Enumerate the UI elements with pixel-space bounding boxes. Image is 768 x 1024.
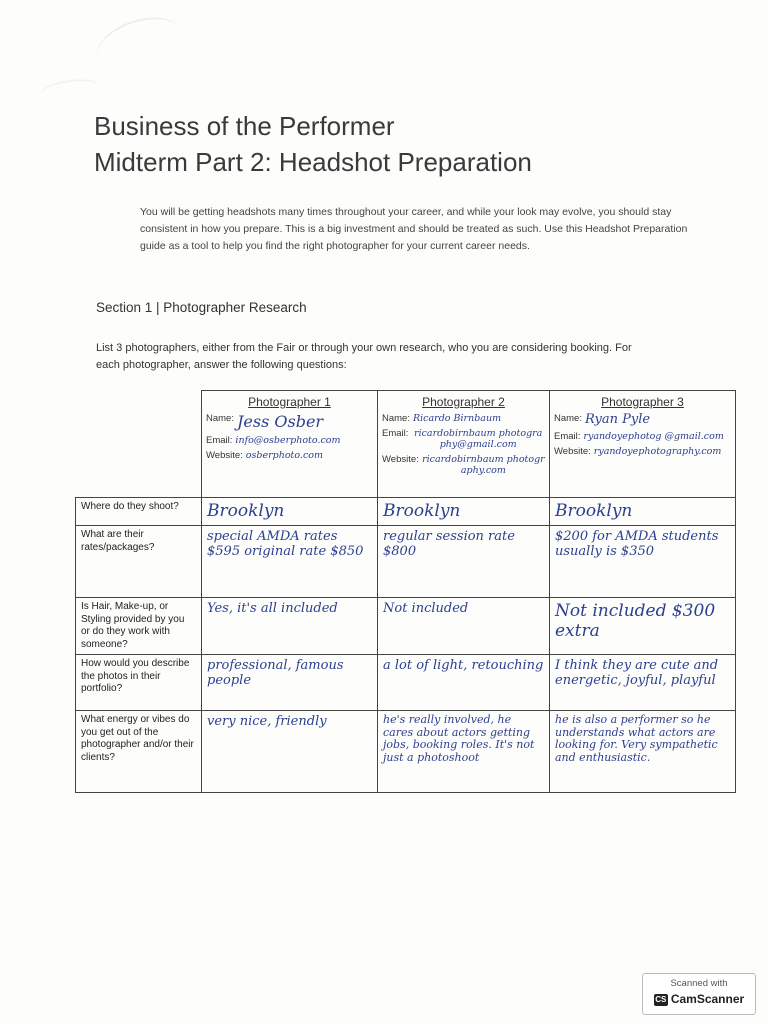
title-line-1: Business of the Performer xyxy=(94,111,395,141)
page-title xyxy=(94,108,532,180)
photographer-1-website-field: Website: osberphoto.com xyxy=(206,450,323,461)
answer-cell: $200 for AMDA students usually is $350 xyxy=(550,526,736,598)
answer-cell: Brooklyn xyxy=(202,498,378,526)
photographer-1-name: Jess Osber xyxy=(236,412,324,431)
photographer-3-name: Ryan Pyle xyxy=(584,412,651,427)
photographer-3-email: ryandoyephotog @gmail.com xyxy=(583,431,724,442)
table-row xyxy=(76,526,736,598)
answer-cell: very nice, friendly xyxy=(202,711,378,793)
section-title: Section 1 | Photographer Research xyxy=(96,300,307,315)
answer-cell: special AMDA rates $595 original rate $850 xyxy=(202,526,378,598)
table-row xyxy=(76,498,736,526)
answer-cell: Yes, it's all included xyxy=(202,598,378,655)
answer-cell: he is also a performer so he understands what actors are looking for. Very sympathetic and enthusiastic. xyxy=(550,711,736,793)
instructions: List 3 photographers, either from the Fair or through your own research, who you are considering booking. For each photographer, answer the following questions: xyxy=(96,342,632,371)
question-location: Where do they shoot? xyxy=(76,498,202,526)
table-row xyxy=(76,711,736,793)
question-portfolio: How would you describe the photos in their portfolio? xyxy=(76,655,202,711)
blank-corner-cell xyxy=(76,391,202,498)
answer-cell: a lot of light, retouching xyxy=(378,655,550,711)
photographer-2-website-field: Website: ricardobirnbaum photography.com xyxy=(382,454,545,476)
camscanner-watermark xyxy=(642,973,756,1015)
question-rates: What are their rates/packages? xyxy=(76,526,202,598)
answer-cell: I think they are cute and energetic, joyful, playful xyxy=(550,655,736,711)
table-row xyxy=(76,598,736,655)
question-energy-vibes: What energy or vibes do you get out of the photographer and/or their clients? xyxy=(76,711,202,793)
answer-cell: Brooklyn xyxy=(378,498,550,526)
photographer-3-website-field: Website: ryandoyephotography.com xyxy=(554,446,722,457)
answer-cell: regular session rate $800 xyxy=(378,526,550,598)
camscanner-brand: CS CamScanner xyxy=(655,992,745,1006)
question-hair-makeup: Is Hair, Make-up, or Styling provided by you or do they work with someone? xyxy=(76,598,202,655)
answer-cell: Not included xyxy=(378,598,550,655)
photographer-2-name: Ricardo Birnbaum xyxy=(412,413,502,424)
scanned-with-label: Scanned with xyxy=(670,978,728,989)
photographer-3-header: Photographer 3 Name: Ryan Pyle Email: ryandoyephotog @gmail.com Website: ryandoyephotography.com xyxy=(550,391,736,498)
photographer-1-header: Photographer 1 Name: Jess Osber Email: info@osberphoto.com Website: osberphoto.com xyxy=(202,391,378,498)
answer-cell: he's really involved, he cares about actors getting jobs, booking roles. It's not just a photoshoot xyxy=(378,711,550,793)
photographer-research-table xyxy=(75,390,736,793)
answer-cell: Brooklyn xyxy=(550,498,736,526)
photographer-2-header: Photographer 2 Name: Ricardo Birnbaum Email: ricardobirnbaum photography@gmail.com Website: ricardobirnbaum photography.com xyxy=(378,391,550,498)
answer-cell: professional, famous people xyxy=(202,655,378,711)
camscanner-logo-icon: CS xyxy=(655,995,667,1004)
photographer-2-email-field: Email: ricardobirnbaum photography@gmail.com xyxy=(382,428,545,450)
paper-smudge xyxy=(89,7,191,84)
photographer-1-email: info@osberphoto.com xyxy=(235,435,341,446)
table-row xyxy=(76,655,736,711)
photographer-2-name-field: Name: Ricardo Birnbaum xyxy=(382,413,502,424)
photographer-2-website: ricardobirnbaum photography.com xyxy=(422,454,545,476)
photographer-3-email-field: Email: ryandoyephotog @gmail.com xyxy=(554,431,724,442)
intro-paragraph: You will be getting headshots many times throughout your career, and while your look may evolve, you should stay consistent in how you prepare. This is a big investment and should be treated as such. Use this Headshot Preparation guide as a tool to help you find the right photographer for your current career needs. xyxy=(140,206,688,252)
photographer-3-name-field: Name: Ryan Pyle xyxy=(554,412,651,427)
title-line-2: Midterm Part 2: Headshot Preparation xyxy=(94,147,532,177)
photographer-1-name-field: Name: Jess Osber xyxy=(206,412,324,431)
photographer-1-email-field: Email: info@osberphoto.com xyxy=(206,435,341,446)
answer-cell: Not included $300 extra xyxy=(550,598,736,655)
photographer-1-website: osberphoto.com xyxy=(245,450,323,461)
table-header-row xyxy=(76,391,736,498)
photographer-3-website: ryandoyephotography.com xyxy=(593,446,722,457)
paper-smudge xyxy=(39,76,101,106)
photographer-2-email: ricardobirnbaum photography@gmail.com xyxy=(414,428,543,450)
